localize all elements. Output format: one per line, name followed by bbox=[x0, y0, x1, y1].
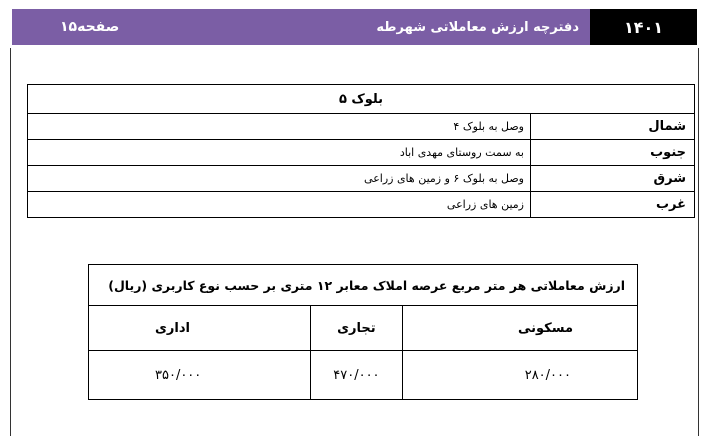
table-row bbox=[28, 166, 695, 192]
value-commercial: ۴۷۰/۰۰۰ bbox=[310, 351, 402, 400]
value-residential: ۲۸۰/۰۰۰ bbox=[403, 351, 638, 400]
block-title: بلوک ۵ bbox=[28, 85, 695, 114]
transaction-value-table bbox=[88, 264, 638, 400]
boundary-label-west: غرب bbox=[531, 192, 695, 218]
column-header-residential: مسکونی bbox=[403, 306, 638, 351]
boundary-label-south: جنوب bbox=[531, 140, 695, 166]
table-row bbox=[28, 114, 695, 140]
column-header-office: اداری bbox=[89, 306, 311, 351]
column-header-commercial: تجاری bbox=[310, 306, 402, 351]
boundary-value-east: وصل به بلوک ۶ و زمین های زراعی bbox=[28, 166, 531, 192]
page-number: صفحه۱۵ bbox=[60, 19, 120, 35]
block-boundaries-table bbox=[27, 84, 695, 218]
boundary-label-east: شرق bbox=[531, 166, 695, 192]
value-office: ۳۵۰/۰۰۰ bbox=[89, 351, 311, 400]
table-row bbox=[89, 351, 638, 400]
table-row bbox=[28, 192, 695, 218]
value-table-title: ارزش معاملاتی هر متر مربع عرصه املاک معابر ۱۲ متری بر حسب نوع کاربری (ریال) bbox=[89, 265, 638, 306]
header-title: دفترچه ارزش معاملاتی شهرطه bbox=[376, 19, 579, 35]
table-row bbox=[28, 140, 695, 166]
page-border-left bbox=[10, 48, 11, 436]
boundary-value-north: وصل به بلوک ۴ bbox=[28, 114, 531, 140]
boundary-value-south: به سمت روستای مهدی اباد bbox=[28, 140, 531, 166]
page-border-right bbox=[698, 48, 699, 436]
header-year: ۱۴۰۱ bbox=[590, 9, 697, 45]
boundary-label-north: شمال bbox=[531, 114, 695, 140]
boundary-value-west: زمین های زراعی bbox=[28, 192, 531, 218]
table-header-row bbox=[89, 306, 638, 351]
page-header bbox=[12, 9, 697, 45]
